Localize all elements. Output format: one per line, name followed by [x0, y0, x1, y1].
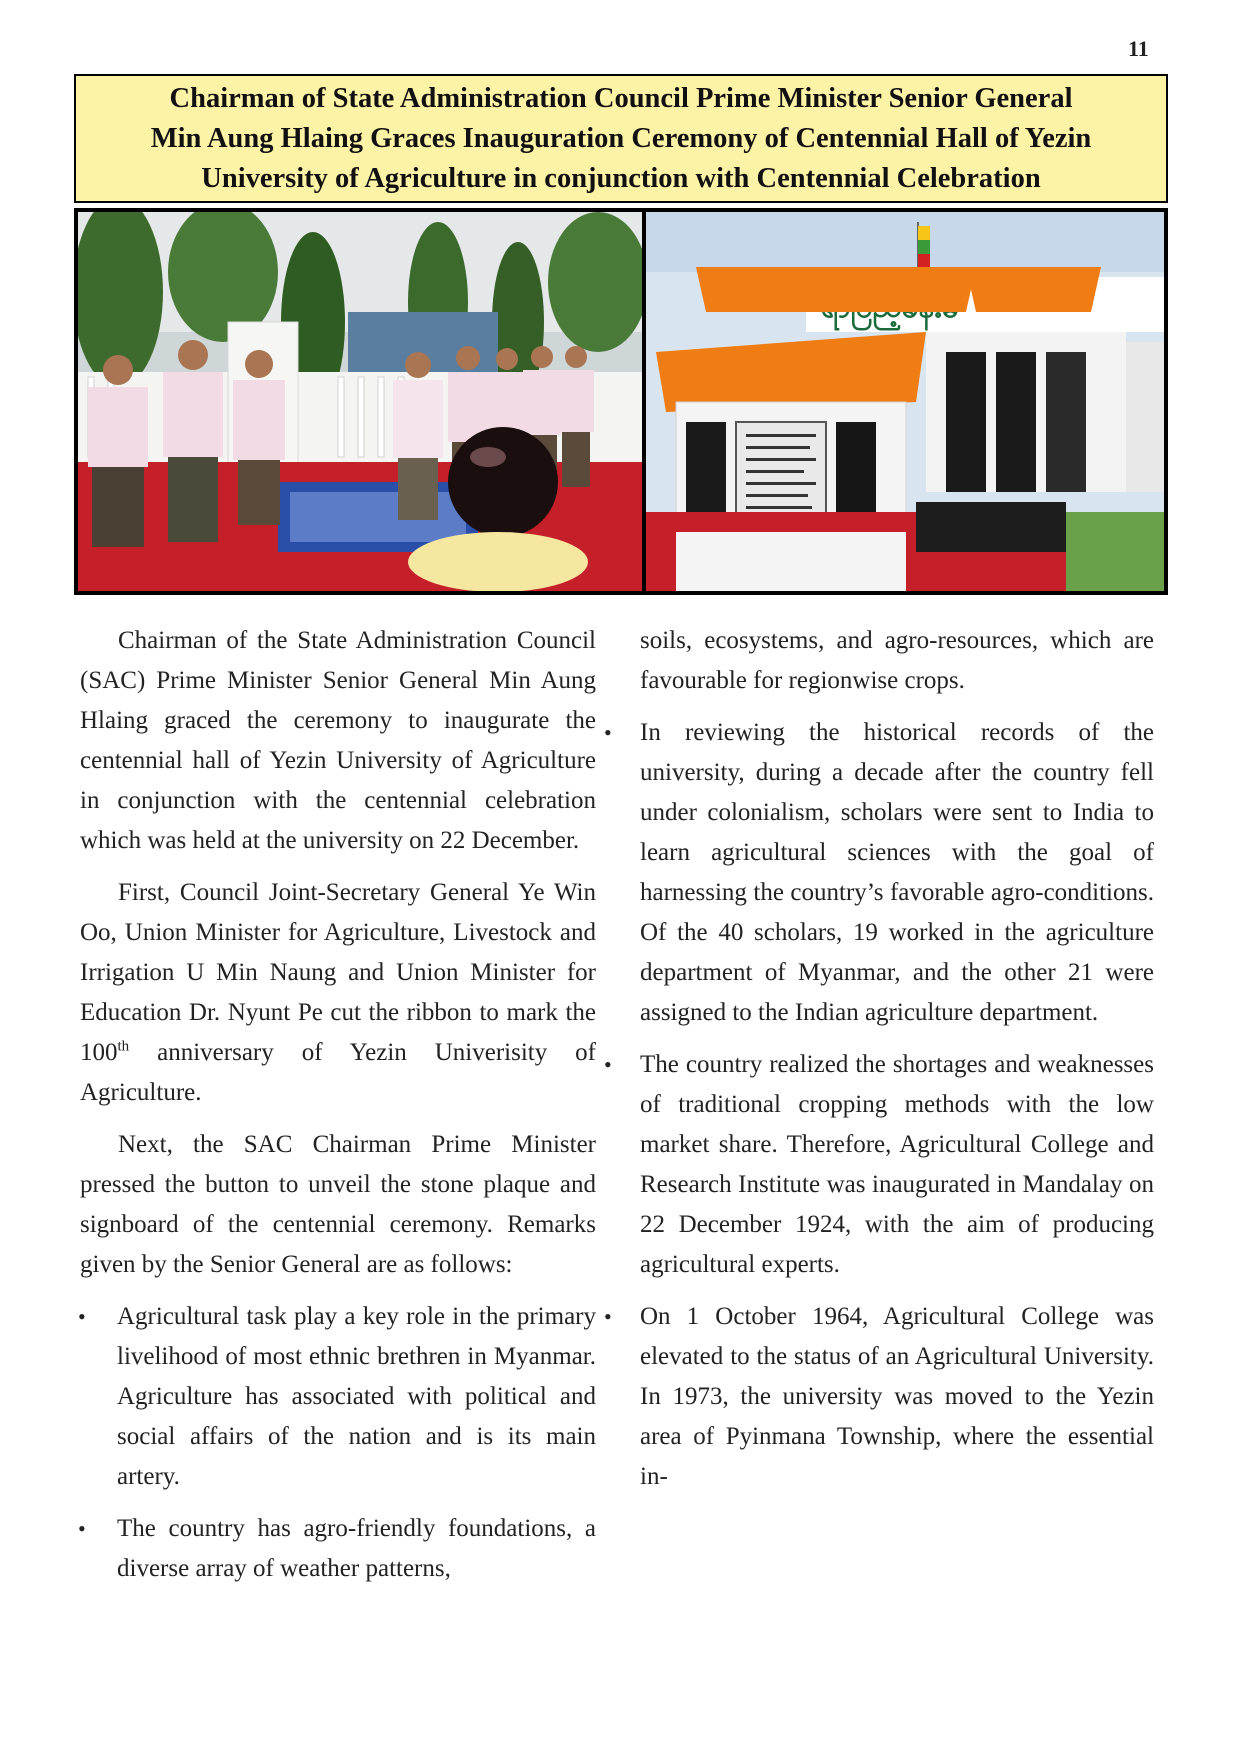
remark-text: Agricultural task play a key role in the primary livelihood of most ethnic brethren in Myanmar. Agriculture has associated with political and social affairs of the nation and is its main artery. — [117, 1303, 596, 1490]
ribbon-paragraph — [80, 873, 596, 1113]
left-column — [80, 621, 596, 1601]
unveil-paragraph: Next, the SAC Chairman Prime Minister pressed the button to unveil the stone plaque and signboard of the centennial ceremony. Remarks given by the Senior General are as follows: — [80, 1131, 596, 1278]
ribbon-text-end: anniversary of Yezin Univerisity of Agriculture. — [80, 1039, 596, 1106]
headline-line: Chairman of State Administration Council Prime Minister Senior General — [169, 82, 1073, 114]
headline-line: University of Agriculture in conjunction with Centennial Celebration — [201, 162, 1041, 194]
remark-text: The country realized the shortages and weaknesses of traditional cropping methods with the low market share. Therefore, Agricultural College and Research Institute was inaugurated in Mandalay on 22 December 1924, with the aim of producing agricultural experts. — [640, 1051, 1154, 1278]
remark-text: On 1 October 1964, Agricultural College was elevated to the status of an Agricultural University. In 1973, the university was moved to the Yezin area of Pyinmana Township, where the essential in- — [640, 1303, 1154, 1490]
continuation-paragraph: soils, ecosystems, and agro-resources, which are favourable for regionwise crops. — [640, 627, 1154, 694]
ribbon-text-start: First, Council Joint-Secretary General Ye Win Oo, Union Minister for Agriculture, Livestock and Irrigation U Min Naung and Union Minister for Education Dr. Nyunt Pe cut the ribbon to mark the 100 — [80, 879, 596, 1066]
bullet-dot-icon: • — [604, 1304, 612, 1329]
remark-bullet — [606, 713, 1154, 1033]
ordinal-suffix: th — [117, 1038, 130, 1055]
remark-bullet — [80, 1297, 596, 1497]
remark-text: The country has agro-friendly foundations, a diverse array of weather patterns, — [117, 1515, 596, 1582]
headline-box — [74, 74, 1168, 203]
remark-bullet — [606, 1045, 1154, 1285]
remark-bullet — [80, 1509, 596, 1589]
intro-paragraph: Chairman of the State Administration Council (SAC) Prime Minister Senior General Min Aung Hlaing graced the ceremony to inaugurate the centennial hall of Yezin University of Agriculture in conjunction with the centennial celebration which was held at the university on 22 December. — [80, 627, 596, 854]
headline-line: Min Aung Hlaing Graces Inauguration Ceremony of Centennial Hall of Yezin — [150, 122, 1092, 154]
centennial-hall-photo — [646, 212, 1164, 591]
right-column — [604, 621, 1154, 1509]
bullet-dot-icon: • — [604, 1052, 612, 1077]
page-number: 11 — [1128, 36, 1149, 61]
remark-bullet — [606, 1297, 1154, 1497]
bullet-dot-icon: • — [604, 720, 612, 745]
remark-text: In reviewing the historical records of the university, during a decade after the country fell under colonialism, scholars were sent to India to learn agricultural sciences with the goal of harnessing the country’s favorable agro-conditions. Of the 40 scholars, 19 worked in the agriculture department of Myanmar, and the other 21 were assigned to the Indian agriculture department. — [640, 719, 1154, 1026]
bullet-dot-icon: • — [78, 1516, 86, 1541]
ceremony-photo — [78, 212, 642, 591]
photo-strip — [74, 208, 1168, 595]
bullet-dot-icon: • — [78, 1304, 86, 1329]
